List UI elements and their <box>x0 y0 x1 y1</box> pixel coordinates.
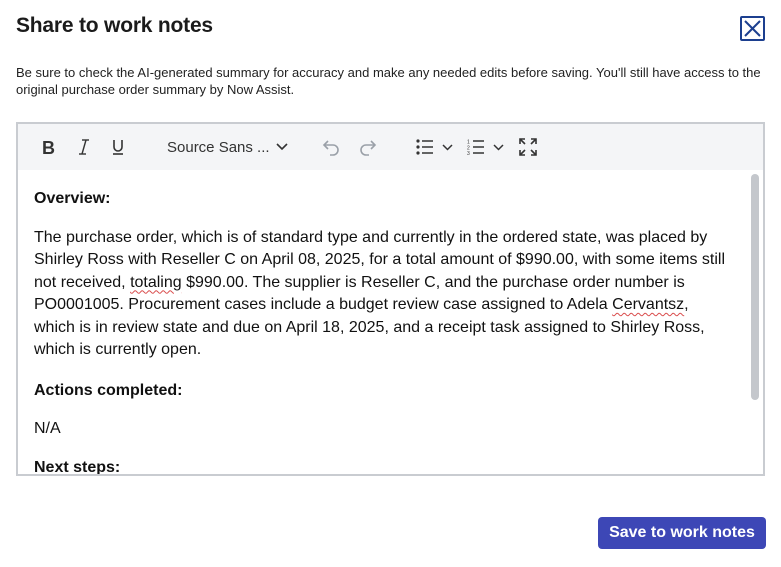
actions-completed-text: N/A <box>34 420 61 437</box>
font-family-select[interactable] <box>167 133 289 161</box>
bulleted-list-icon <box>416 139 434 155</box>
chevron-down-icon <box>442 144 453 151</box>
overview-text-part: , which is in review state and due on April 18, 2025, and a receipt task assigned to Shirley Ross, which is currently open. <box>34 296 705 358</box>
actions-completed-heading: Actions completed: <box>34 381 183 399</box>
dialog-description: Be sure to check the AI-generated summary for accuracy and make any needed edits before saving. You'll still have access to the original purchase order summary by Now Assist. <box>16 65 761 97</box>
fullscreen-icon <box>519 138 537 156</box>
undo-button[interactable] <box>320 133 342 161</box>
overview-text-part: The purchase order, which is of standard type and currently in the ordered state, was placed by Shirley Ross with Reseller C on April 08, 2025, for a total amount of $990.00, with some items still not received, <box>34 228 725 291</box>
scrollbar-thumb[interactable] <box>751 174 759 400</box>
svg-text:B: B <box>42 138 55 156</box>
editor-content[interactable] <box>18 170 749 474</box>
overview-heading: Overview: <box>34 190 111 207</box>
save-to-work-notes-button[interactable]: Save to work notes <box>598 517 766 549</box>
underline-icon <box>111 138 125 156</box>
editor-toolbar <box>18 124 763 170</box>
font-family-value: Source Sans ... <box>167 138 270 156</box>
misspelled-word: Cervantsz <box>612 296 685 313</box>
next-steps-heading: Next steps: <box>34 458 121 474</box>
italic-button[interactable] <box>74 133 94 161</box>
chevron-down-icon <box>493 144 504 151</box>
undo-icon <box>321 138 341 156</box>
italic-icon <box>77 138 91 156</box>
numbered-list-icon <box>467 139 485 155</box>
redo-icon <box>358 138 378 156</box>
bold-button[interactable] <box>38 133 58 161</box>
underline-button[interactable] <box>108 133 128 161</box>
dialog-title: Share to work notes <box>16 14 213 37</box>
bold-icon <box>41 138 55 156</box>
svg-text:1: 1 <box>467 139 470 146</box>
close-icon <box>742 18 763 39</box>
overview-text-part: $990.00. The supplier is Reseller C, and the purchase order number is PO0001005. Procurement cases include a budget review case assigned to Adela <box>34 273 685 313</box>
fullscreen-button[interactable] <box>518 133 538 161</box>
svg-text:2: 2 <box>467 145 470 152</box>
numbered-list-button[interactable] <box>467 133 509 161</box>
rich-text-editor <box>16 122 765 476</box>
bulleted-list-button[interactable] <box>416 133 458 161</box>
svg-text:3: 3 <box>467 151 470 155</box>
close-button[interactable] <box>740 16 765 41</box>
editor-scrollbar[interactable] <box>751 174 759 474</box>
overview-paragraph <box>34 227 733 362</box>
redo-button[interactable] <box>357 133 379 161</box>
chevron-down-icon <box>276 143 288 151</box>
misspelled-word: totaling <box>130 273 182 291</box>
